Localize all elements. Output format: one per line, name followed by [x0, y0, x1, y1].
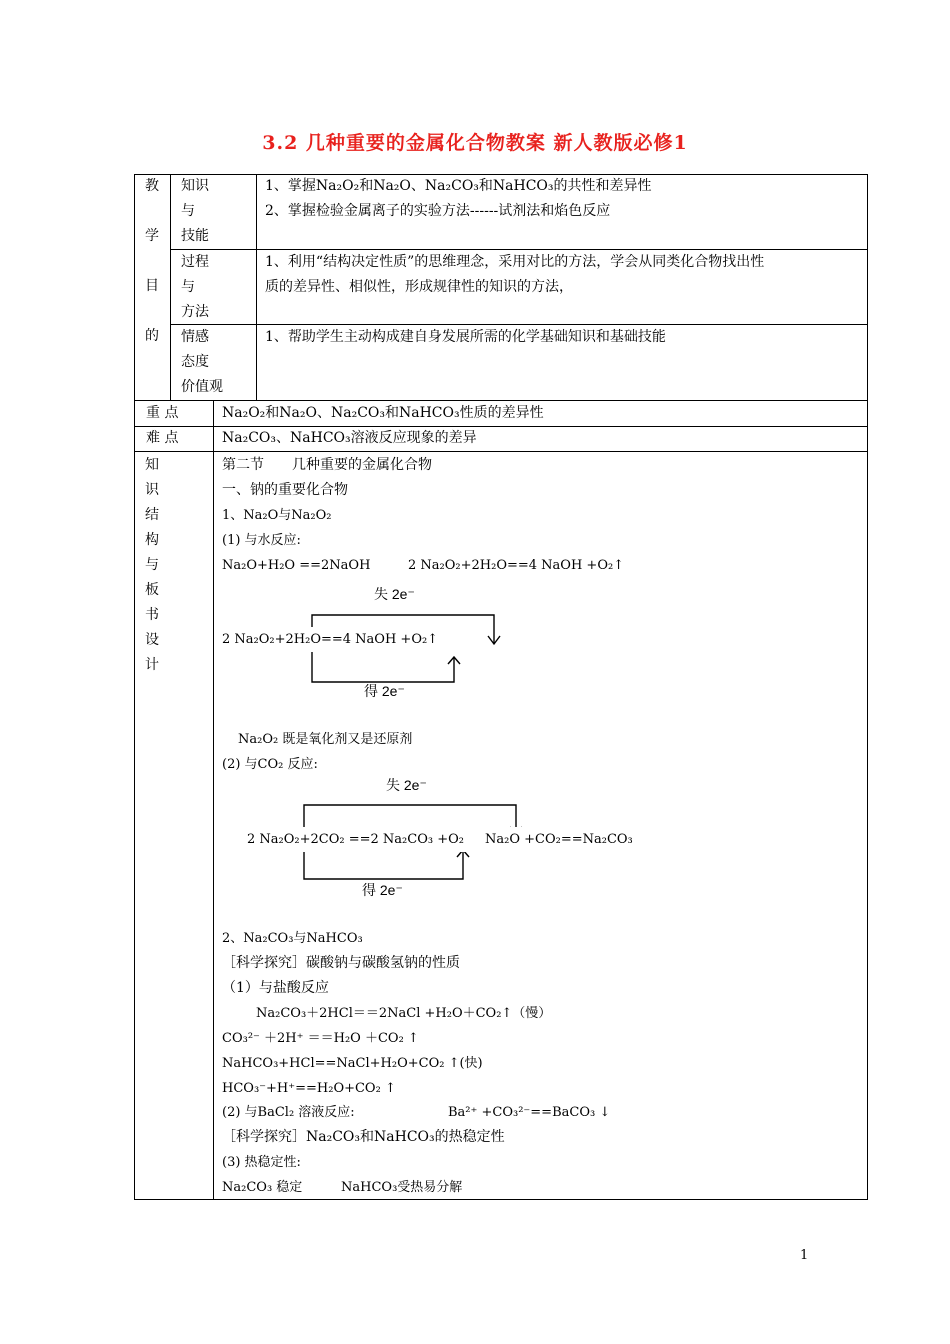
equation: HCO₃⁻+H⁺==H₂O+CO₂ ↑ [222, 1081, 396, 1096]
electron-gain-label: 得 2e⁻ [364, 683, 405, 699]
explore-heading: ［科学探究］Na₂CO₃和NaHCO₃的热稳定性 [222, 1129, 505, 1145]
electron-lose-label: 失 2e⁻ [374, 586, 415, 602]
equation: 2 Na₂O₂+2H₂O==4 NaOH +O₂↑ [408, 558, 625, 573]
process-line: 质的差异性、相似性，形成规律性的知识的方法， [265, 279, 573, 295]
page-title: 3.2 几种重要的金属化合物教案 新人教版必修1 [262, 132, 688, 154]
co2-reaction-heading: (2) 与CO₂ 反应: [222, 757, 318, 772]
electron-gain-label: 得 2e⁻ [362, 882, 403, 898]
equation: Na₂O+H₂O ==2NaOH [222, 558, 371, 573]
knowledge-line: 2、掌握检验金属离子的实验方法------试剂法和焰色反应 [265, 203, 611, 219]
lesson-plan-table: 教 学 目 的 知识 与 技能 1、掌握Na₂O₂和Na₂O、Na₂CO₃和NaHCO₃的共性和差异性 2、掌握检验金属离子的实验方法------试剂法和焰色反应 过程 与 方法 1、利用“结构决定性质”的思维理念，采用对比的方法，学会从同类化合物找出性 质的差异性、相似性，形成规律性的知识的方法， 情感 态度 价值观 1、帮助学生主动构成建自身发展所需的化学基础知识和基础技能 重 点 Na₂O₂和Na₂O、Na₂CO₃和NaHCO₃性质的差异性 难 点 Na₂CO₃、NaHCO₃溶液反应现象的差异 知 识 结 构 与 板 书 设 计 第二节 几种重要的金属化合物 一、钠的重要化合物 1、Na₂O与Na₂O₂ (1) 与水反应: Na₂O+H₂O ==2NaOH 2 Na₂O₂+2H₂O==4 NaOH +O₂↑ 失 2e⁻ 2 Na₂O₂+2H₂O==4 NaOH +O₂↑ 得 2e⁻ Na₂O₂ 既是氧化剂又是还原剂 (2) 与CO₂ 反应: 失 2e⁻ 2 Na₂O₂+2CO₂ ==2 Na₂CO₃ +O₂ Na₂O +CO₂==Na₂CO₃ 得 2e⁻ 2、Na₂CO₃与NaHCO₃ ［科学探究］碳酸钠与碳酸氢钠的性质 （1）与盐酸反应 Na₂CO₃＋2HCl＝＝2NaCl +H₂O＋CO₂↑（慢） CO₃²⁻ ＋2H⁺ ＝＝H₂O ＋CO₂ ↑ NaHCO₃+HCl==NaCl+H₂O+CO₂ ↑(快) HCO₃⁻+H⁺==H₂O+CO₂ ↑ (2) 与BaCl₂ 溶液反应: Ba²⁺ +CO₃²⁻==BaCO₃ ↓ ［科学探究］Na₂CO₃和NaHCO₃的热稳定性 (3) 热稳定性: Na₂CO₃ 稳定 NaHCO₃受热易分解 [134, 174, 867, 1199]
key-point-text: Na₂O₂和Na₂O、Na₂CO₃和NaHCO₃性质的差异性 [222, 405, 544, 421]
knowledge-line: 1、掌握Na₂O₂和Na₂O、Na₂CO₃和NaHCO₃的共性和差异性 [265, 178, 652, 194]
key-point-label: 重 点 [146, 405, 179, 421]
water-reaction-heading: (1) 与水反应: [222, 533, 301, 548]
equation: CO₃²⁻ ＋2H⁺ ＝＝H₂O ＋CO₂ ↑ [222, 1031, 419, 1046]
equation: Na₂CO₃＋2HCl＝＝2NaCl +H₂O＋CO₂↑（慢） [256, 1006, 552, 1021]
equation: Ba²⁺ +CO₃²⁻==BaCO₃ ↓ [448, 1105, 611, 1120]
thermal-decompose: NaHCO₃受热易分解 [341, 1180, 463, 1195]
equation: 2 Na₂O₂+2H₂O==4 NaOH +O₂↑ [222, 627, 440, 652]
explore-heading: ［科学探究］碳酸钠与碳酸氢钠的性质 [222, 955, 460, 971]
objectives-side-label: 教 学 目 的 [145, 178, 159, 344]
thermal-stable: Na₂CO₃ 稳定 [222, 1180, 303, 1195]
difficulty-label: 难 点 [146, 430, 179, 446]
note: Na₂O₂ 既是氧化剂又是还原剂 [238, 732, 413, 747]
structure-side-label: 知 识 结 构 与 板 书 设 计 [145, 457, 159, 673]
thermal-heading: (3) 热稳定性: [222, 1155, 301, 1170]
equation: NaHCO₃+HCl==NaCl+H₂O+CO₂ ↑(快) [222, 1056, 483, 1071]
sub-heading: 1、Na₂O与Na₂O₂ [222, 508, 332, 523]
equation: Na₂O +CO₂==Na₂CO₃ [485, 827, 633, 852]
electron-lose-label: 失 2e⁻ [386, 777, 427, 793]
acid-reaction-heading: （1）与盐酸反应 [222, 980, 329, 996]
attitude-line: 1、帮助学生主动构成建自身发展所需的化学基础知识和基础技能 [265, 329, 666, 345]
equation: 2 Na₂O₂+2CO₂ ==2 Na₂CO₃ +O₂ [247, 827, 466, 852]
section-title: 第二节 几种重要的金属化合物 [222, 457, 432, 473]
heading-sodium: 一、钠的重要化合物 [222, 482, 348, 498]
difficulty-text: Na₂CO₃、NaHCO₃溶液反应现象的差异 [222, 430, 477, 446]
bacl2-reaction-heading: (2) 与BaCl₂ 溶液反应: [222, 1105, 355, 1120]
sub-heading: 2、Na₂CO₃与NaHCO₃ [222, 931, 363, 946]
process-line: 1、利用“结构决定性质”的思维理念，采用对比的方法，学会从同类化合物找出性 [265, 254, 765, 270]
